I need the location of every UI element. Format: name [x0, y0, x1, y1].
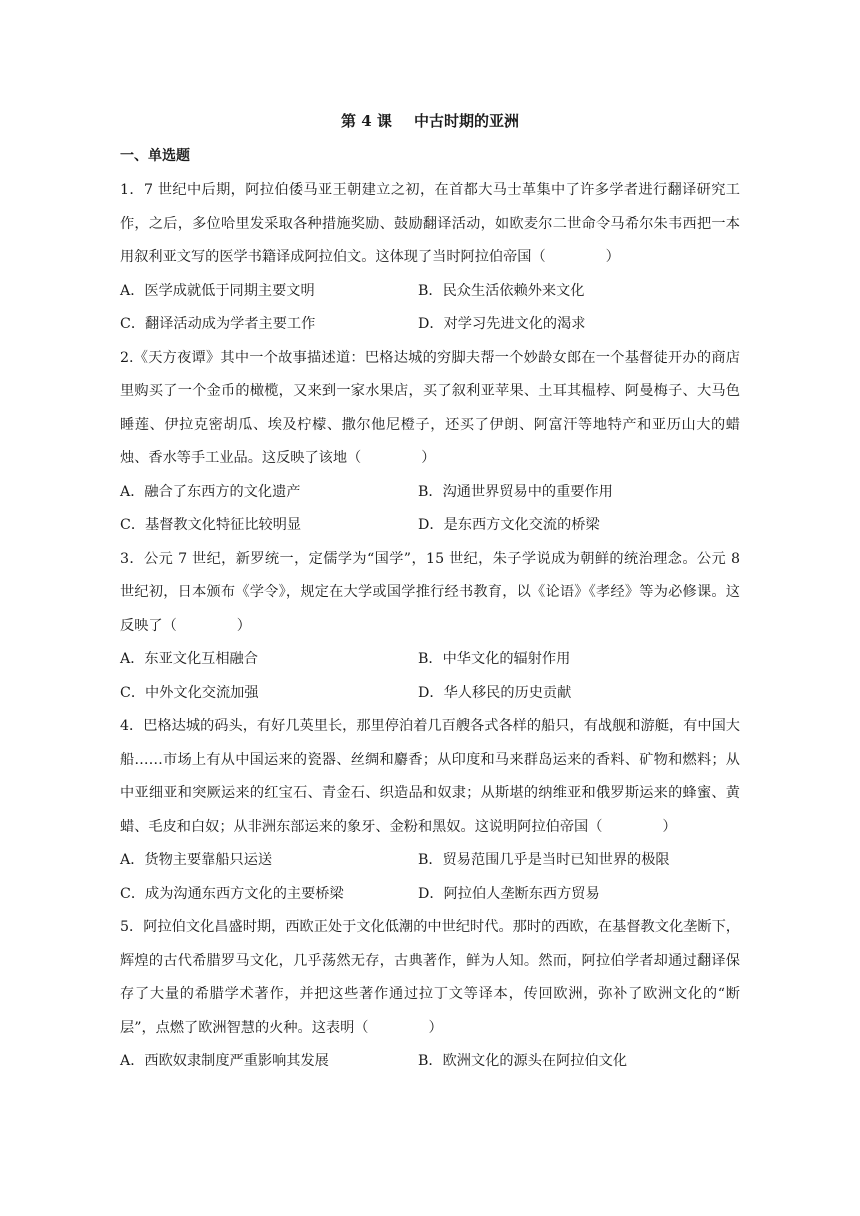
option-b[interactable]: B．沟通世界贸易中的重要作用 — [418, 483, 613, 500]
option-a[interactable]: A．西欧奴隶制度严重影响其发展 — [120, 1053, 329, 1069]
option-list — [120, 1045, 740, 1079]
option-b[interactable]: B．欧洲文化的源头在阿拉伯文化 — [418, 1053, 628, 1069]
question-4 — [120, 710, 740, 911]
lesson-title — [0, 110, 860, 131]
question-list — [120, 174, 740, 1079]
option-list — [120, 844, 740, 911]
question-stem: 2.《天方夜谭》其中一个故事描述道：巴格达城的穷脚夫帮一个妙龄女郎在一个基督徒开办的商店里购买了一个金币的橄榄，又来到一家水果店，买了叙利亚苹果、土耳其榅桲、阿曼梅子、大马色睡莲、伊拉克密胡瓜、埃及柠檬、撒尔他尼橙子，还买了伊朗、阿富汗等地特产和亚历山大的蜡烛、香水等手工业品。这反映了该地（ ） — [120, 349, 740, 466]
option-c[interactable]: C．成为沟通东西方文化的主要桥梁 — [120, 885, 344, 902]
question-stem: 1．7 世纪中后期，阿拉伯倭马亚王朝建立之初，在首都大马士革集中了许多学者进行翻译研究工作，之后，多位哈里发采取各种措施奖励、鼓励翻译活动，如欧麦尔二世命令马希尔朱韦西把一本用叙利亚文写的医学书籍译成阿拉伯文。这体现了当时阿拉伯帝国（ ） — [120, 182, 740, 265]
option-a[interactable]: A．医学成就低于同期主要文明 — [120, 282, 315, 299]
option-list — [120, 643, 740, 710]
option-a[interactable]: A．货物主要靠船只运送 — [120, 852, 273, 868]
option-d[interactable]: D．对学习先进文化的渴求 — [418, 316, 586, 332]
option-d[interactable]: D．是东西方文化交流的桥梁 — [418, 517, 600, 533]
option-list — [120, 476, 740, 543]
section-heading: 一、单选题 — [120, 148, 190, 164]
lesson-name: 中古时期的亚洲 — [413, 112, 519, 130]
option-b[interactable]: B．贸易范围几乎是当时已知世界的极限 — [418, 852, 670, 868]
option-a[interactable]: A．融合了东西方的文化遗产 — [120, 483, 301, 500]
option-c[interactable]: C．基督教文化特征比较明显 — [120, 517, 302, 533]
option-b[interactable]: B．民众生活依赖外来文化 — [418, 282, 585, 299]
question-5 — [120, 911, 740, 1079]
lesson-number: 第 4 课 — [341, 112, 392, 130]
option-d[interactable]: D．华人移民的历史贡献 — [418, 684, 572, 701]
question-stem: 4．巴格达城的码头，有好几英里长，那里停泊着几百艘各式各样的船只，有战舰和游艇，有中国大船……市场上有从中国运来的瓷器、丝绸和麝香；从印度和马来群岛运来的香料、矿物和燃料；从中亚细亚和突厥运来的红宝石、青金石、织造品和奴隶；从斯堪的纳维亚和俄罗斯运来的蜂蜜、黄蜡、毛皮和白奴；从非洲东部运来的象牙、金粉和黑奴。这说明阿拉伯帝国（ ） — [120, 718, 740, 835]
question-3 — [120, 543, 740, 711]
option-c[interactable]: C．中外文化交流加强 — [120, 684, 259, 701]
question-2 — [120, 342, 740, 543]
option-b[interactable]: B．中华文化的辐射作用 — [418, 651, 571, 667]
option-c[interactable]: C．翻译活动成为学者主要工作 — [120, 316, 316, 332]
option-list — [120, 275, 740, 342]
question-stem: 3．公元 7 世纪，新罗统一，定儒学为“国学”，15 世纪，朱子学说成为朝鲜的统治理念。公元 8 世纪初，日本颁布《学令》，规定在大学或国学推行经书教育，以《论语》《孝经》等为必修课。这反映了（ ） — [120, 550, 740, 634]
option-d[interactable]: D．阿拉伯人垄断东西方贸易 — [418, 885, 600, 902]
question-stem: 5．阿拉伯文化昌盛时期，西欧正处于文化低潮的中世纪时代。那时的西欧，在基督教文化垄断下，辉煌的古代希腊罗马文化，几乎荡然无存，古典著作，鲜为人知。然而，阿拉伯学者却通过翻译保存了大量的希腊学术著作，并把这些著作通过拉丁文等译本，传回欧洲，弥补了欧洲文化的“断层”，点燃了欧洲智慧的火种。这表明（ ） — [120, 919, 740, 1036]
option-a[interactable]: A．东亚文化互相融合 — [120, 651, 258, 667]
question-1 — [120, 174, 740, 342]
